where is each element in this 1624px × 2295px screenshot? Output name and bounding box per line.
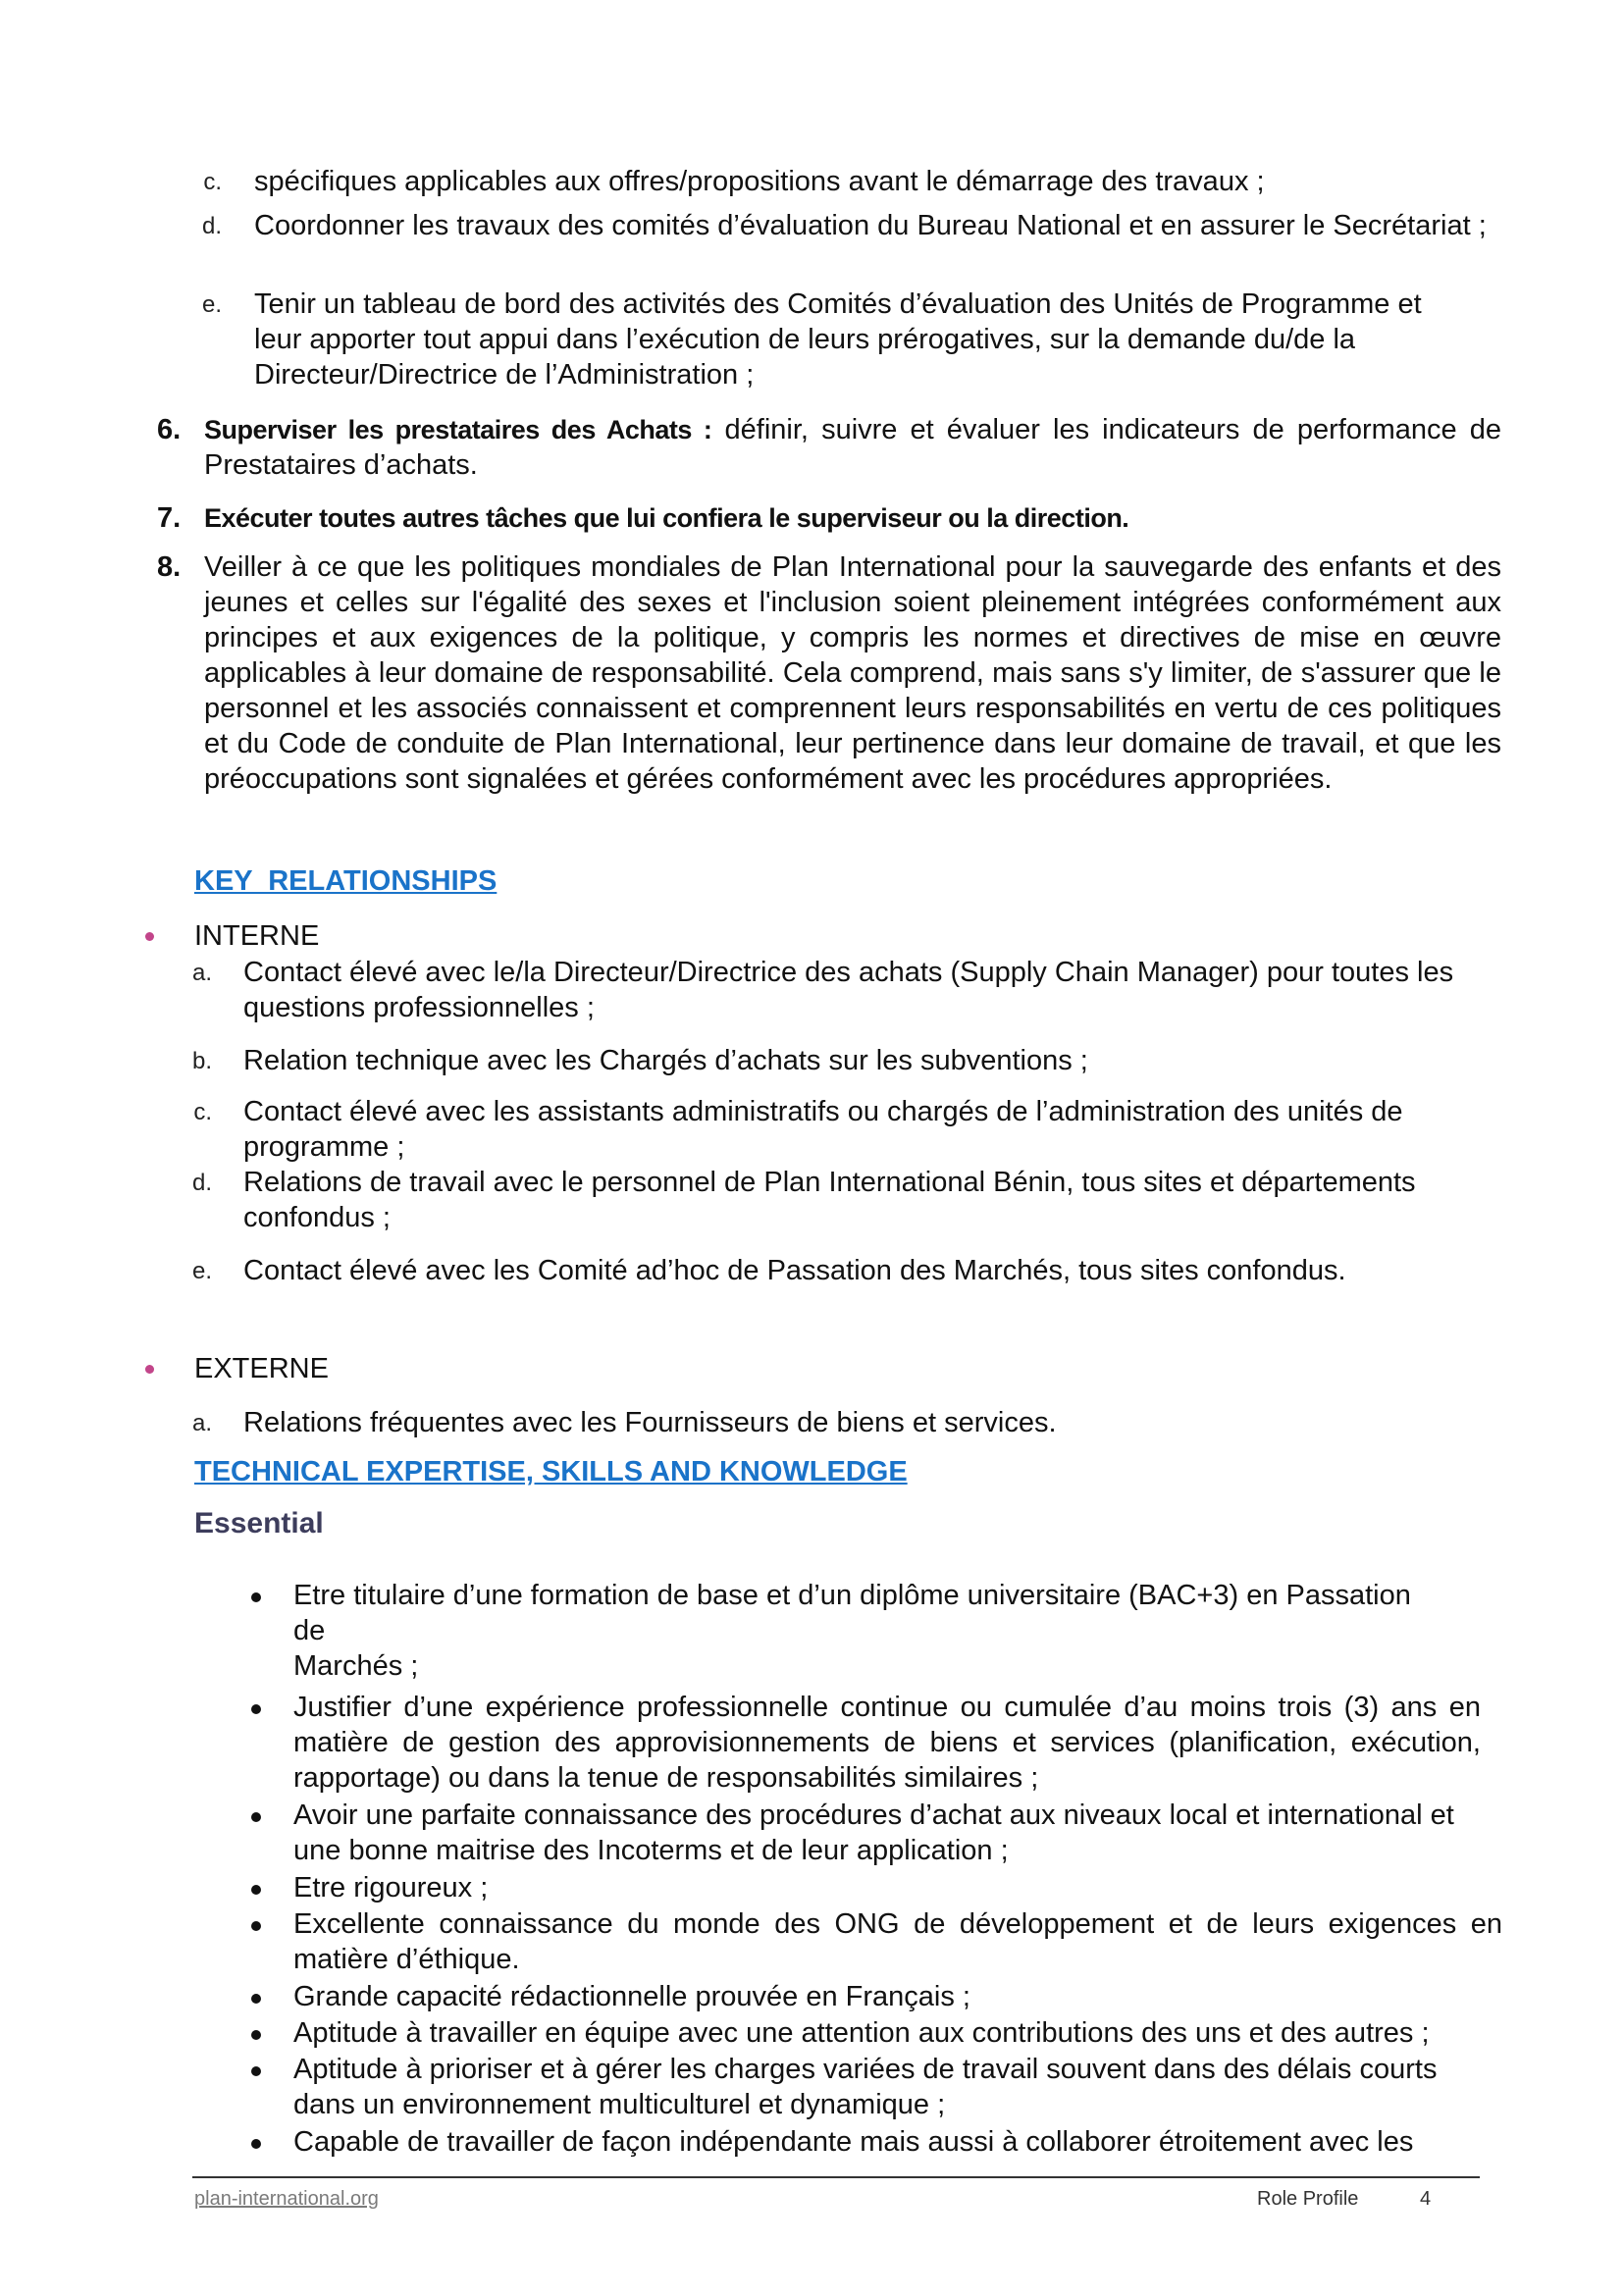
bullet-dot (251, 2066, 261, 2076)
bullet-item: Etre rigoureux ; (293, 1872, 489, 1904)
list-letter: c. (193, 1099, 212, 1125)
item-bold-text: Exécuter toutes autres tâches que lui confiera le superviseur ou la direction. (204, 503, 1129, 533)
bullet-line: Marchés ; (293, 1650, 419, 1682)
list-item: Contact élevé avec les Comité ad’hoc de Passation des Marchés, tous sites confondus. (243, 1255, 1346, 1286)
footer-divider (192, 2176, 1480, 2178)
list-item: Relations fréquentes avec les Fournisseurs de biens et services. (243, 1407, 1057, 1438)
list-letter: e. (201, 291, 222, 318)
list-item: Contact élevé avec le/la Directeur/Directrice des achats (Supply Chain Manager) pour toutes les questions professionnelles ; (243, 957, 1454, 1023)
list-number: 6. (157, 414, 182, 445)
list-item: Relations de travail avec le personnel de Plan International Bénin, tous sites et départements confondus ; (243, 1167, 1416, 1233)
footer-page-number: 4 (1420, 2188, 1432, 2210)
numbered-item-6 (204, 412, 1501, 483)
bullet-item (293, 1578, 1510, 1684)
bullet-item: Capable de travailler de façon indépendante mais aussi à collaborer étroitement avec les (293, 2126, 1414, 2158)
list-letter: d. (191, 1170, 212, 1196)
bullet-dot (251, 1704, 261, 1714)
bullet-item: Grande capacité rédactionnelle prouvée en Français ; (293, 1981, 970, 2012)
item-bold-lead: Superviser les prestataires des Achats : (204, 415, 712, 444)
bullet-item: Justifier d’une expérience professionnelle continue ou cumulée d’au moins trois (3) ans en matière de gestion des approvisionnements de biens et services (planification, exécution, rapportage) ou dans la tenue de responsabilités similaires ; (293, 1692, 1481, 1794)
bullet-dot (251, 1994, 261, 2004)
list-number: 7. (157, 502, 182, 534)
numbered-item-7 (204, 500, 1501, 536)
footer-role-label: Role Profile (1257, 2188, 1359, 2210)
bullet-item: Excellente connaissance du monde des ONG de développement et de leurs exigences en matière d’éthique. (293, 1908, 1502, 1975)
bullet-item: Aptitude à prioriser et à gérer les charges variées de travail souvent dans des délais courts dans un environnement multiculturel et dynamique ; (293, 2054, 1438, 2120)
bullet-dot (145, 932, 154, 941)
list-item: Relation technique avec les Chargés d’achats sur les subventions ; (243, 1045, 1088, 1076)
list-letter: a. (191, 960, 212, 986)
bullet-item: Avoir une parfaite connaissance des procédures d’achat aux niveaux local et international et une bonne maitrise des Incoterms et de leur application ; (293, 1799, 1454, 1866)
list-letter: c. (203, 169, 222, 195)
section-heading-key-relationships: KEY RELATIONSHIPS (194, 865, 498, 897)
section-subheading-essential: Essential (194, 1507, 324, 1539)
list-number: 8. (157, 551, 182, 583)
section-heading-technical-expertise: TECHNICAL EXPERTISE, SKILLS AND KNOWLEDGE (194, 1456, 908, 1487)
interne-label: INTERNE (194, 920, 320, 952)
bullet-dot (251, 2139, 261, 2149)
item-text: définir, suivre et évaluer les indicateurs de performance de Prestataires d’achats. (204, 414, 1501, 481)
bullet-item: Aptitude à travailler en équipe avec une attention aux contributions des uns et des autres ; (293, 2017, 1430, 2049)
externe-label: EXTERNE (194, 1353, 329, 1384)
list-letter: d. (201, 213, 222, 239)
bullet-dot (251, 1921, 261, 1931)
bullet-dot (251, 1885, 261, 1895)
list-letter: a. (191, 1410, 212, 1436)
bullet-line: Etre titulaire d’une formation de base et d’un diplôme universitaire (BAC+3) en Passation (293, 1580, 1411, 1611)
bullet-dot (251, 1812, 261, 1822)
list-item: Tenir un tableau de bord des activités des Comités d’évaluation des Unités de Programme et leur apporter tout appui dans l’exécution de leurs prérogatives, sur la demande du/de la Directeur/Directrice de l’Administration ; (254, 288, 1422, 391)
bullet-dot (251, 1592, 261, 1602)
bullet-dot (145, 1365, 154, 1374)
bullet-line: de (293, 1615, 326, 1646)
footer-url-link[interactable]: plan-international.org (194, 2188, 379, 2210)
list-letter: e. (191, 1258, 212, 1284)
list-item: Coordonner les travaux des comités d’évaluation du Bureau National et en assurer le Secrétariat ; (254, 210, 1487, 241)
list-letter: b. (191, 1048, 212, 1074)
list-item: spécifiques applicables aux offres/propositions avant le démarrage des travaux ; (254, 166, 1265, 197)
list-item: Contact élevé avec les assistants administratifs ou chargés de l’administration des unités de programme ; (243, 1096, 1403, 1163)
bullet-dot (251, 2030, 261, 2040)
numbered-item-8: Veiller à ce que les politiques mondiales de Plan International pour la sauvegarde des enfants et des jeunes et celles sur l'égalité des sexes et l'inclusion soient pleinement intégrées conformément aux principes et aux exigences de la politique, y compris les normes et directives de mise en œuvre applicables à leur domaine de responsabilité. Cela comprend, mais sans s'y limiter, de s'assurer que le personnel et les associés connaissent et comprennent leurs responsabilités en vertu de ces politiques et du Code de conduite de Plan International, leur pertinence dans leur domaine de travail, et que les préoccupations sont signalées et gérées conformément avec les procédures appropriées. (204, 551, 1501, 795)
